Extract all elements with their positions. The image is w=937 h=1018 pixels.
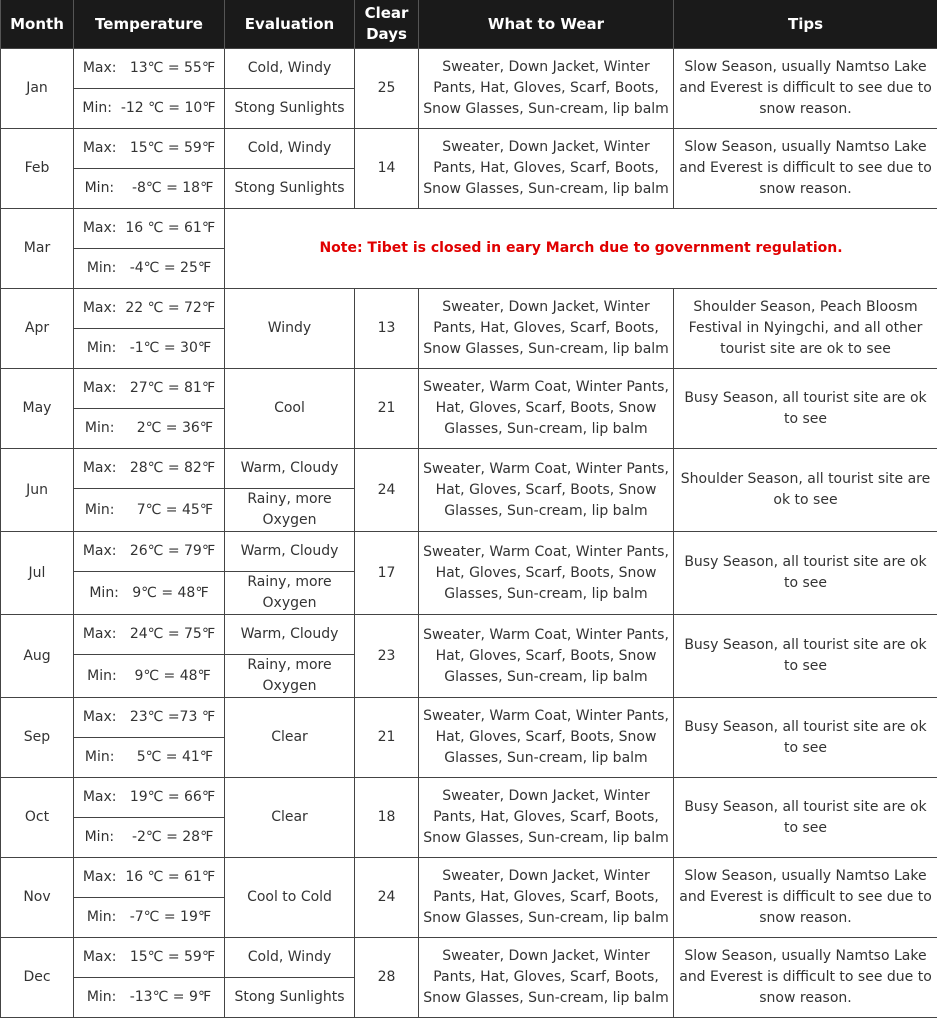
- temp-max: Max: 19℃ = 66℉: [74, 778, 225, 818]
- month-cell: Aug: [1, 615, 74, 698]
- header-evaluation: Evaluation: [225, 0, 355, 49]
- temp-max: Max: 16 ℃ = 61℉: [74, 858, 225, 898]
- temp-min: Min: 2℃ = 36℉: [74, 409, 225, 449]
- tips: Slow Season, usually Namtso Lake and Everest is difficult to see due to snow reason.: [674, 938, 937, 1018]
- month-cell: Jun: [1, 449, 74, 532]
- evaluation-top: Cold, Windy: [225, 49, 355, 89]
- clear-days: 18: [355, 778, 419, 858]
- temp-min: Min: 9℃ = 48℉: [74, 655, 225, 698]
- temp-min: Min: -12 ℃ = 10℉: [74, 89, 225, 129]
- table-row: [1, 532, 937, 572]
- clear-days: 25: [355, 49, 419, 129]
- clear-days: 24: [355, 858, 419, 938]
- month-cell: Apr: [1, 289, 74, 369]
- what-to-wear: Sweater, Warm Coat, Winter Pants, Hat, Gloves, Scarf, Boots, Snow Glasses, Sun-cream, lip balm: [419, 615, 674, 698]
- temp-max: Max: 15℃ = 59℉: [74, 938, 225, 978]
- what-to-wear: Sweater, Warm Coat, Winter Pants, Hat, Gloves, Scarf, Boots, Snow Glasses, Sun-cream, lip balm: [419, 369, 674, 449]
- clear-days: 17: [355, 532, 419, 615]
- evaluation-top: Warm, Cloudy: [225, 532, 355, 572]
- temp-max: Max: 15℃ = 59℉: [74, 129, 225, 169]
- what-to-wear: Sweater, Warm Coat, Winter Pants, Hat, Gloves, Scarf, Boots, Snow Glasses, Sun-cream, lip balm: [419, 698, 674, 778]
- temp-max: Max: 22 ℃ = 72℉: [74, 289, 225, 329]
- what-to-wear: Sweater, Down Jacket, Winter Pants, Hat, Gloves, Scarf, Boots, Snow Glasses, Sun-cream, lip balm: [419, 49, 674, 129]
- evaluation: Cool to Cold: [225, 858, 355, 938]
- evaluation: Clear: [225, 778, 355, 858]
- temp-min: Min: -7℃ = 19℉: [74, 898, 225, 938]
- temp-min: Min: 5℃ = 41℉: [74, 738, 225, 778]
- clear-days: 21: [355, 698, 419, 778]
- clear-days: 21: [355, 369, 419, 449]
- table-row: [1, 938, 937, 978]
- what-to-wear: Sweater, Down Jacket, Winter Pants, Hat, Gloves, Scarf, Boots, Snow Glasses, Sun-cream, lip balm: [419, 938, 674, 1018]
- what-to-wear: Sweater, Down Jacket, Winter Pants, Hat, Gloves, Scarf, Boots, Snow Glasses, Sun-cream, lip balm: [419, 858, 674, 938]
- tips: Busy Season, all tourist site are ok to see: [674, 532, 937, 615]
- what-to-wear: Sweater, Warm Coat, Winter Pants, Hat, Gloves, Scarf, Boots, Snow Glasses, Sun-cream, lip balm: [419, 532, 674, 615]
- evaluation-top: Warm, Cloudy: [225, 449, 355, 489]
- what-to-wear: Sweater, Down Jacket, Winter Pants, Hat, Gloves, Scarf, Boots, Snow Glasses, Sun-cream, lip balm: [419, 129, 674, 209]
- temp-max: Max: 23℃ =73 ℉: [74, 698, 225, 738]
- month-cell: Mar: [1, 209, 74, 289]
- evaluation: Clear: [225, 698, 355, 778]
- clear-days: 24: [355, 449, 419, 532]
- evaluation-bottom: Stong Sunlights: [225, 89, 355, 129]
- clear-days: 14: [355, 129, 419, 209]
- header-what-to-wear: What to Wear: [419, 0, 674, 49]
- temp-max: Max: 16 ℃ = 61℉: [74, 209, 225, 249]
- temp-max: Max: 26℃ = 79℉: [74, 532, 225, 572]
- temp-max: Max: 28℃ = 82℉: [74, 449, 225, 489]
- month-cell: Feb: [1, 129, 74, 209]
- table-row: [1, 129, 937, 169]
- evaluation-top: Warm, Cloudy: [225, 615, 355, 655]
- temp-min: Min: -13℃ = 9℉: [74, 978, 225, 1018]
- table-row: [1, 858, 937, 898]
- evaluation: Cool: [225, 369, 355, 449]
- what-to-wear: Sweater, Down Jacket, Winter Pants, Hat, Gloves, Scarf, Boots, Snow Glasses, Sun-cream, lip balm: [419, 289, 674, 369]
- month-cell: Jul: [1, 532, 74, 615]
- evaluation-top: Cold, Windy: [225, 938, 355, 978]
- month-cell: Sep: [1, 698, 74, 778]
- temp-min: Min: -8℃ = 18℉: [74, 169, 225, 209]
- table-row: [1, 289, 937, 329]
- temp-max: Max: 27℃ = 81℉: [74, 369, 225, 409]
- evaluation-bottom: Rainy, more Oxygen: [225, 489, 355, 532]
- header-clear-days: Clear Days: [355, 0, 419, 49]
- temp-min: Min: -4℃ = 25℉: [74, 249, 225, 289]
- clear-days: 28: [355, 938, 419, 1018]
- table-row: [1, 209, 937, 249]
- month-cell: Dec: [1, 938, 74, 1018]
- month-cell: May: [1, 369, 74, 449]
- clear-days: 13: [355, 289, 419, 369]
- tips: Busy Season, all tourist site are ok to see: [674, 615, 937, 698]
- evaluation: Windy: [225, 289, 355, 369]
- tips: Busy Season, all tourist site are ok to see: [674, 369, 937, 449]
- tips: Slow Season, usually Namtso Lake and Everest is difficult to see due to snow reason.: [674, 49, 937, 129]
- header-temperature: Temperature: [74, 0, 225, 49]
- what-to-wear: Sweater, Warm Coat, Winter Pants, Hat, Gloves, Scarf, Boots, Snow Glasses, Sun-cream, lip balm: [419, 449, 674, 532]
- table-row: [1, 778, 937, 818]
- table-row: [1, 698, 937, 738]
- tips: Shoulder Season, Peach Bloosm Festival in Nyingchi, and all other tourist site are ok to see: [674, 289, 937, 369]
- temp-min: Min: -2℃ = 28℉: [74, 818, 225, 858]
- month-cell: Nov: [1, 858, 74, 938]
- table-row: [1, 449, 937, 489]
- header-row: [1, 0, 937, 49]
- evaluation-bottom: Stong Sunlights: [225, 169, 355, 209]
- header-tips: Tips: [674, 0, 937, 49]
- header-month: Month: [1, 0, 74, 49]
- tips: Shoulder Season, all tourist site are ok to see: [674, 449, 937, 532]
- temp-min: Min: -1℃ = 30℉: [74, 329, 225, 369]
- evaluation-top: Cold, Windy: [225, 129, 355, 169]
- tips: Slow Season, usually Namtso Lake and Everest is difficult to see due to snow reason.: [674, 858, 937, 938]
- tips: Busy Season, all tourist site are ok to see: [674, 778, 937, 858]
- evaluation-bottom: Stong Sunlights: [225, 978, 355, 1018]
- what-to-wear: Sweater, Down Jacket, Winter Pants, Hat, Gloves, Scarf, Boots, Snow Glasses, Sun-cream, lip balm: [419, 778, 674, 858]
- temp-max: Max: 24℃ = 75℉: [74, 615, 225, 655]
- month-cell: Oct: [1, 778, 74, 858]
- month-cell: Jan: [1, 49, 74, 129]
- table-row: [1, 615, 937, 655]
- table-row: [1, 369, 937, 409]
- evaluation-bottom: Rainy, more Oxygen: [225, 572, 355, 615]
- temp-max: Max: 13℃ = 55℉: [74, 49, 225, 89]
- temp-min: Min: 9℃ = 48℉: [74, 572, 225, 615]
- table-row: [1, 49, 937, 89]
- evaluation-bottom: Rainy, more Oxygen: [225, 655, 355, 698]
- tips: Slow Season, usually Namtso Lake and Everest is difficult to see due to snow reason.: [674, 129, 937, 209]
- tips: Busy Season, all tourist site are ok to see: [674, 698, 937, 778]
- closure-note: Note: Tibet is closed in eary March due to government regulation.: [225, 209, 937, 289]
- temp-min: Min: 7℃ = 45℉: [74, 489, 225, 532]
- clear-days: 23: [355, 615, 419, 698]
